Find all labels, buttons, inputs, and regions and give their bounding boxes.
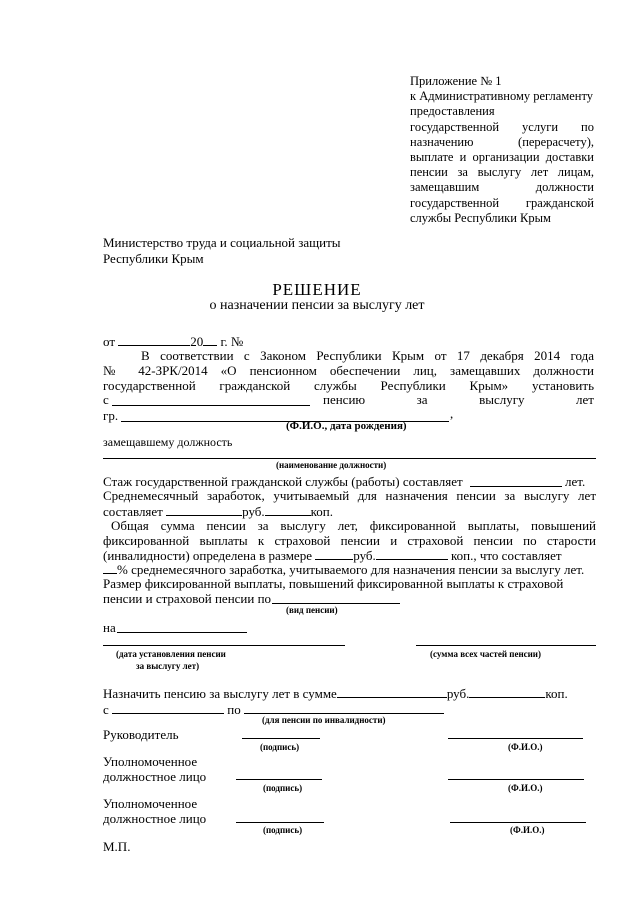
authorized-1-label-2: должностное лицо xyxy=(103,769,207,784)
total-amount-line-3 xyxy=(103,548,562,562)
disability-caption: (для пенсии по инвалидности) xyxy=(262,715,386,725)
total-amount-line-1: Общая сумма пенсии за выслугу лет, фиксированной выплаты, повышений xyxy=(111,518,596,533)
signature-caption: (подпись) xyxy=(263,825,303,835)
head-label: Руководитель xyxy=(103,727,179,742)
percent-field[interactable] xyxy=(103,562,117,574)
total-rub-field[interactable] xyxy=(315,548,353,560)
document-subtitle: о назначении пенсии за выслугу лет xyxy=(209,298,425,313)
service-length-label: Стаж государственной гражданской службы (работы) составляет xyxy=(103,474,463,489)
service-length-field[interactable] xyxy=(470,486,562,487)
average-earnings-line-1: Среднемесячный заработок, учитываемый для назначения пенсии за выслугу лет xyxy=(103,488,596,503)
paragraph-1-start-label: с xyxy=(103,392,109,407)
position-caption: (наименование должности) xyxy=(276,460,387,470)
paragraph-1-line-2: № 42-ЗРК/2014 «О пенсионном обеспечении лиц, замещавших должности xyxy=(103,363,594,378)
assign-line xyxy=(103,686,568,700)
appendix-line: замещавшим должности xyxy=(410,180,594,195)
assign-label: Назначить пенсию за выслугу лет в сумме xyxy=(103,686,337,701)
position-field[interactable] xyxy=(103,458,596,459)
authorized-2-label-2: должностное лицо xyxy=(103,811,207,826)
appendix-line: службы Республики Крым xyxy=(410,210,551,225)
pension-type-caption: (вид пенсии) xyxy=(286,605,338,615)
sum-all-parts-field[interactable] xyxy=(416,645,596,646)
on-label: на xyxy=(103,620,116,635)
document-title: РЕШЕНИЕ xyxy=(272,280,362,299)
authorized-2-signature-field[interactable] xyxy=(236,822,324,823)
period-from-field[interactable] xyxy=(112,702,224,714)
fio-caption: (Ф.И.О.) xyxy=(510,825,545,835)
pension-type-field[interactable] xyxy=(272,603,400,604)
fixed-payment-line-1: Размер фиксированной выплаты, повышений фиксированной выплаты к страховой xyxy=(103,576,564,591)
average-earnings-rub-field[interactable] xyxy=(166,504,242,516)
average-earnings-kop-field[interactable] xyxy=(265,504,311,516)
rub-label: руб. xyxy=(446,686,470,701)
period-line xyxy=(103,702,444,716)
determined-amount-label: (инвалидности) определена в размере xyxy=(103,548,312,563)
authorized-1-signature-field[interactable] xyxy=(236,779,322,780)
authorized-2-label-1: Уполномоченное xyxy=(103,796,198,811)
appendix-line: государственной гражданской xyxy=(410,195,594,210)
kop-label: коп. xyxy=(545,686,568,701)
citizen-label: гр. xyxy=(103,408,119,423)
start-date-field[interactable] xyxy=(112,405,310,406)
signature-caption: (подпись) xyxy=(263,783,303,793)
appendix-line: назначению (перерасчету), xyxy=(410,134,594,149)
paragraph-1-line-1: В соответствии с Законом Республики Крым от 17 декабря 2014 года xyxy=(141,348,594,363)
rub-label: руб. xyxy=(353,548,376,563)
date-year-field[interactable] xyxy=(203,334,217,346)
signature-caption: (подпись) xyxy=(260,742,300,752)
assign-kop-field[interactable] xyxy=(469,686,545,698)
set-date-caption-2: за выслугу лет) xyxy=(136,661,200,671)
fio-caption: (Ф.И.О., дата рождения) xyxy=(286,420,407,432)
date-year-label: 20 xyxy=(190,334,204,349)
date-day-month-field[interactable] xyxy=(118,334,190,346)
years-label: лет. xyxy=(565,474,586,489)
date-from-label: от xyxy=(103,334,116,349)
fio-caption: (Ф.И.О.) xyxy=(508,783,543,793)
set-date-caption-1: (дата установления пенсии xyxy=(116,649,226,659)
head-signature-field[interactable] xyxy=(242,738,320,739)
total-amount-line-4 xyxy=(103,562,584,576)
date-number-label: г. № xyxy=(220,334,244,349)
appendix-line: выплате и организации доставки xyxy=(410,150,594,165)
average-earnings-line-2 xyxy=(103,504,333,518)
period-to-field[interactable] xyxy=(244,702,444,714)
amounts-to-label: составляет xyxy=(103,504,163,519)
appendix-line: государственной услуги по xyxy=(410,119,594,134)
sum-all-parts-caption: (сумма всех частей пенсии) xyxy=(430,649,541,659)
period-to-label: по xyxy=(227,702,241,717)
rub-label: руб. xyxy=(242,504,265,519)
ministry-line-1: Министерство труда и социальной защиты xyxy=(103,235,341,250)
percent-of-earnings-label: % среднемесячного заработка, учитываемого для назначения пенсии за выслугу лет. xyxy=(117,562,585,577)
fio-caption: (Ф.И.О.) xyxy=(508,742,543,752)
kop-makes-label: коп., что составляет xyxy=(451,548,562,563)
appendix-block xyxy=(410,74,594,226)
fixed-payment-line-2: пенсии и страховой пенсии по xyxy=(103,591,272,606)
stamp-label: М.П. xyxy=(103,839,131,854)
appendix-line: пенсии за выслугу лет лицам, xyxy=(410,165,594,180)
ministry-line-2: Республики Крым xyxy=(103,251,204,266)
on-date-field[interactable] xyxy=(117,632,247,633)
total-amount-line-2: фиксированной выплаты к страховой пенсии и страховой пенсии по старости xyxy=(103,533,596,548)
period-from-label: с xyxy=(103,702,109,717)
appendix-line: Приложение № 1 xyxy=(410,74,502,88)
set-date-field[interactable] xyxy=(103,645,345,646)
comma: , xyxy=(450,406,454,421)
authorized-1-label-1: Уполномоченное xyxy=(103,754,198,769)
appendix-line: к Административному регламенту xyxy=(410,89,594,104)
head-fio-field[interactable] xyxy=(448,738,583,739)
total-kop-field[interactable] xyxy=(376,548,448,560)
assign-rub-field[interactable] xyxy=(337,686,447,698)
kop-label: коп. xyxy=(310,504,334,519)
authorized-2-fio-field[interactable] xyxy=(450,822,586,823)
appendix-line: предоставления xyxy=(410,104,495,119)
authorized-1-fio-field[interactable] xyxy=(448,779,584,780)
pension-for-service-label: пенсию за выслугу лет xyxy=(323,392,594,407)
paragraph-1-line-3: государственной гражданской службы Республики Крым» установить xyxy=(103,378,594,393)
date-line xyxy=(103,334,243,348)
held-position-label: замещавшему должность xyxy=(103,435,233,449)
